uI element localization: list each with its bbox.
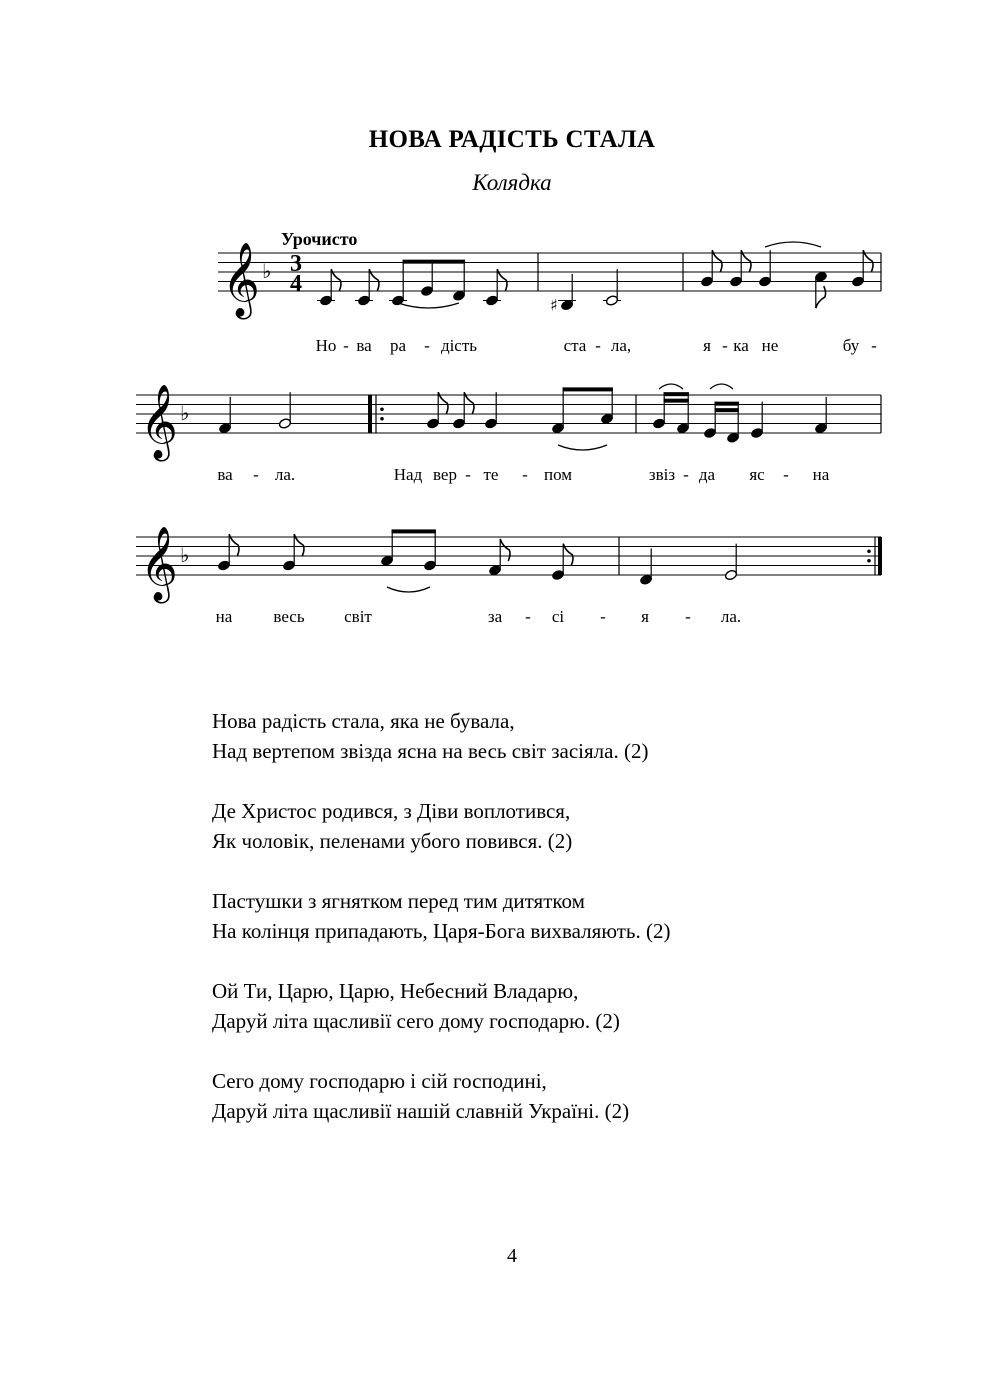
verse-line: Пастушки з ягнятком перед тим дитятком xyxy=(212,889,585,913)
time-signature-bottom: 4 xyxy=(290,271,302,297)
lyric-syllable: - xyxy=(722,336,728,355)
lyric-syllable: Но xyxy=(315,336,337,355)
slur xyxy=(558,445,607,450)
treble-clef: 𝄞 xyxy=(140,385,178,459)
repeat-dot xyxy=(867,549,871,553)
note-beam-secondary xyxy=(664,399,689,403)
lyric-syllable: - xyxy=(522,465,528,484)
music-score xyxy=(0,0,984,660)
lyric-syllable: - xyxy=(253,465,259,484)
staff-system-2 xyxy=(136,384,881,462)
lyric-syllable: за xyxy=(487,607,503,626)
lyric-syllable: - xyxy=(465,465,471,484)
lyric-syllable: весь xyxy=(273,607,305,626)
lyric-syllable: я xyxy=(641,607,649,626)
note-flag xyxy=(500,539,510,561)
slur xyxy=(765,242,821,247)
note-beam xyxy=(392,529,436,533)
repeat-dot xyxy=(380,417,384,421)
note-beam xyxy=(664,392,689,396)
repeat-dot xyxy=(380,407,384,411)
lyric-syllable: пом xyxy=(543,465,573,484)
note-beam xyxy=(403,260,465,264)
lyric-syllable: Над xyxy=(393,465,423,484)
lyric-syllable: - xyxy=(685,607,691,626)
verse-line: Де Христос родився, з Діви воплотився, xyxy=(212,799,571,823)
slur xyxy=(398,303,459,308)
lyrics-line-2 xyxy=(217,465,829,484)
lyric-syllable: ла. xyxy=(274,465,296,484)
verse-line: Сего дому господарю і сій господині, xyxy=(212,1069,547,1093)
verse-stanza xyxy=(212,886,932,946)
verse-stanza xyxy=(212,796,932,856)
verse-line: На колінця припадають, Царя-Бога вихваляють. (2) xyxy=(212,919,671,943)
note-flag xyxy=(816,286,826,308)
page-number: 4 xyxy=(507,1245,517,1267)
lyric-syllable: світ xyxy=(344,607,372,626)
note-beam xyxy=(563,387,613,391)
lyric-syllable: - xyxy=(343,336,349,355)
lyric-syllable: ка xyxy=(733,336,749,355)
sharp-accidental: ♯ xyxy=(550,295,558,315)
note-beam-secondary xyxy=(715,408,739,412)
staff-system-3 xyxy=(136,527,882,604)
lyric-syllable: ла, xyxy=(610,336,632,355)
verse-line: Ой Ти, Царю, Царю, Небесний Владарю, xyxy=(212,979,579,1003)
time-signature-top: 3 xyxy=(290,251,302,277)
repeat-dot xyxy=(867,559,871,563)
treble-clef: 𝄞 xyxy=(140,527,178,601)
lyric-syllable: сі xyxy=(551,607,565,626)
verse-line: Даруй літа щасливії сего дому господарю. (2) xyxy=(212,1009,620,1033)
lyric-syllable: - xyxy=(783,465,789,484)
verse-line: Над вертепом звізда ясна на весь світ засіяла. (2) xyxy=(212,739,649,763)
lyric-syllable: - xyxy=(595,336,601,355)
verse-line: Даруй літа щасливії нашій славній Україні. (2) xyxy=(212,1099,630,1123)
lyric-syllable: ста xyxy=(563,336,587,355)
lyric-syllable: - xyxy=(600,607,606,626)
lyric-syllable: бу xyxy=(842,336,860,355)
lyric-syllable: на xyxy=(215,607,233,626)
slur xyxy=(387,587,430,592)
verse-stanza xyxy=(212,706,932,766)
lyric-syllable: ра xyxy=(389,336,407,355)
key-signature-flat: ♭ xyxy=(262,259,272,283)
lyric-syllable: на xyxy=(812,465,830,484)
lyric-syllable: ва xyxy=(217,465,233,484)
lyric-syllable: вер xyxy=(433,465,457,484)
staff-system-1 xyxy=(218,242,881,320)
verse-line: Нова радість стала, яка не бувала, xyxy=(212,709,515,733)
lyric-syllable: дість xyxy=(440,336,478,355)
song-subtitle: Колядка xyxy=(472,170,552,195)
treble-clef: 𝄞 xyxy=(222,243,260,317)
lyric-syllable: - xyxy=(871,336,877,355)
repeat-start-thick-bar xyxy=(368,395,372,433)
note-beam xyxy=(715,402,739,406)
repeat-end-thick-bar xyxy=(878,537,882,575)
lyric-syllable: те xyxy=(483,465,499,484)
lyric-syllable: - xyxy=(424,336,430,355)
lyric-syllable: я xyxy=(703,336,711,355)
lyric-syllable: ва xyxy=(356,336,372,355)
lyrics-line-1 xyxy=(316,336,878,355)
lyrics-line-3 xyxy=(216,607,741,626)
slur xyxy=(710,384,733,389)
key-signature-flat: ♭ xyxy=(180,543,190,567)
verse-stanza xyxy=(212,976,932,1036)
lyric-syllable: ла. xyxy=(720,607,742,626)
lyric-syllable: не xyxy=(761,336,779,355)
tempo-marking: Урочисто xyxy=(281,229,358,249)
verse-line: Як чоловік, пеленами убого повився. (2) xyxy=(212,829,573,853)
lyric-syllable: да xyxy=(698,465,716,484)
lyric-syllable: - xyxy=(525,607,531,626)
lyric-syllable: звіз xyxy=(648,465,676,484)
key-signature-flat: ♭ xyxy=(180,401,190,425)
lyric-syllable: яс xyxy=(749,465,765,484)
slur xyxy=(659,384,683,389)
lyric-syllable: - xyxy=(683,465,689,484)
song-title: НОВА РАДІСТЬ СТАЛА xyxy=(368,126,656,153)
verse-stanza xyxy=(212,1066,932,1126)
verses xyxy=(212,706,932,1156)
